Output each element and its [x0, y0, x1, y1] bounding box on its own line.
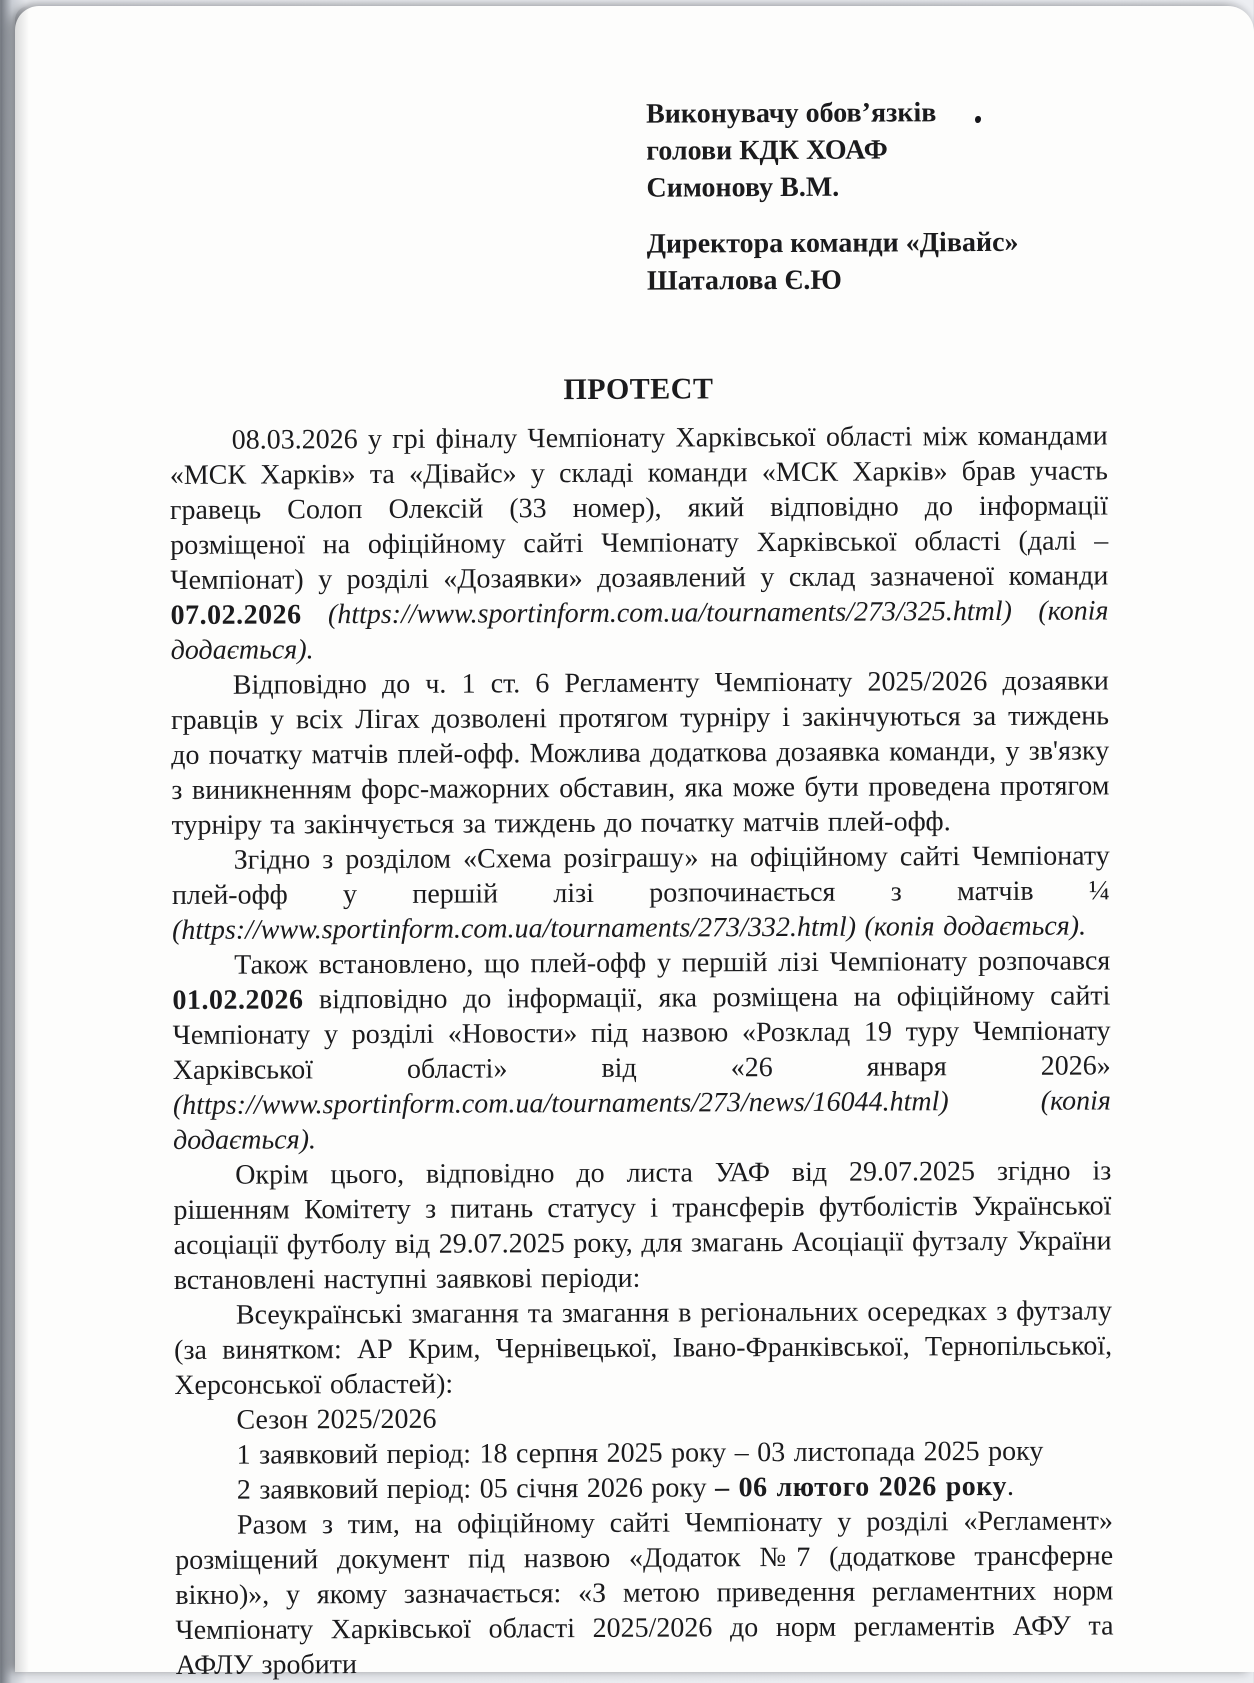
- bold-text-run: – 06 лютого 2026 року: [714, 1470, 1008, 1504]
- url-text-run: (https://www.sportinform.com.ua/tournaments/273/news/16044.html) (копія додається).: [172, 1085, 1111, 1156]
- document-title: ПРОТЕСТ: [563, 372, 714, 407]
- text-run: Всеукраїнські змагання та змагання в регіональних осередках з футзалу (за винятком: АР Крим, Чернівецької, Івано-Франківської, Тернопільської, Херсонської областей):: [174, 1295, 1113, 1401]
- body-paragraph: [172, 943, 1111, 1158]
- recipient-line: голови КДК ХОАФ: [646, 134, 888, 167]
- recipient-line: Шаталова Є.Ю: [646, 264, 842, 297]
- text-run: 08.03.2026 у грі фіналу Чемпіонату Харківської області між командами «МСК Харків» та «Дівайс» у складі команди «МСК Харків» брав участь гравець Солоп Олексій (33 номер), який відповідно до інформації розміщеної на офіційному сайті Чемпіонату Харківської області (далі – Чемпіонат) у розділі «Дозаявки» дозаявлений у склад зазначеної команди: [169, 420, 1109, 596]
- body-paragraph: [174, 1398, 1112, 1438]
- body-paragraph: [171, 663, 1110, 843]
- recipient-line: Виконувачу обов’язків: [646, 97, 937, 130]
- url-text-run: (https://www.sportinform.com.ua/tournaments/273/325.html) (копія додається).: [170, 595, 1109, 666]
- body-paragraph: [175, 1503, 1114, 1683]
- recipient-block-secondary: [647, 223, 1107, 299]
- bold-text-run: 07.02.2026: [170, 599, 302, 631]
- text-run: .: [1006, 1470, 1015, 1502]
- body-paragraph: [175, 1433, 1113, 1473]
- body-paragraph: [172, 838, 1111, 948]
- body-paragraph: [170, 418, 1109, 668]
- text-run: 2 заявковий період: 05 січня 2026 року: [236, 1472, 716, 1506]
- text-run: Також встановлено, що плей-офф у першій лізі Чемпіонату розпочався: [234, 945, 1111, 981]
- text-run: Сезон 2025/2026: [236, 1403, 437, 1436]
- bold-text-run: 01.02.2026: [172, 984, 304, 1016]
- text-run: [301, 599, 328, 630]
- text-run: Разом з тим, на офіційному сайті Чемпіонату у розділі «Регламент» розміщений документ під назвою «Додаток №7 (додаткове трансферне вікно)», у якому зазначається: «З метою приведення регламентних норм Чемпіонату Харківської області 2025/2026 до норм регламентів АФУ та АФЛУ зробити: [175, 1505, 1114, 1681]
- body-paragraph: [173, 1153, 1112, 1298]
- text-run: Згідно з розділом «Схема розіграшу» на офіційному сайті Чемпіонату плей-офф у першій лізі розпочинається з матчів ¼: [171, 840, 1110, 911]
- text-run: Окрім цього, відповідно до листа УАФ від 29.07.2025 згідно із рішенням Комітету з питань статусу і трансферів футболістів Української асоціації футболу від 29.07.2025 року, для змагань Асоціації футзалу України встановлені наступні заявкові періоди:: [173, 1155, 1112, 1296]
- recipient-line: Директора команди «Дівайс»: [646, 226, 1019, 260]
- recipient-block-primary: [646, 93, 1107, 206]
- text-run: Відповідно до ч. 1 ст. 6 Регламенту Чемпіонату 2025/2026 дозаявки гравців у всіх Лігах дозволені протягом турніру і закінчуються за тиждень до початку матчів плей-офф. Можлива додаткова дозаявка команди, у зв'язку з виникненням форс-мажорних обставин, яка може бути проведена протягом турніру та закінчується за тиждень до початку матчів плей-офф.: [170, 665, 1110, 841]
- document-content: [168, 93, 1114, 1683]
- text-run: відповідно до інформації, яка розміщена на офіційному сайті Чемпіонату у розділі «Новости» під назвою «Розклад 19 туру Чемпіонату Харківської області» від «26 января 2026»: [172, 980, 1111, 1086]
- body-paragraph: [174, 1293, 1113, 1403]
- recipient-line: Симонову В.М.: [646, 171, 840, 204]
- url-text-run: (https://www.sportinform.com.ua/tournaments/273/332.html) (копія додається).: [171, 910, 1087, 946]
- text-run: 1 заявковий період: 18 серпня 2025 року – 03 листопада 2025 року: [236, 1435, 1044, 1471]
- document-body: [170, 418, 1114, 1683]
- body-paragraph: [175, 1468, 1113, 1508]
